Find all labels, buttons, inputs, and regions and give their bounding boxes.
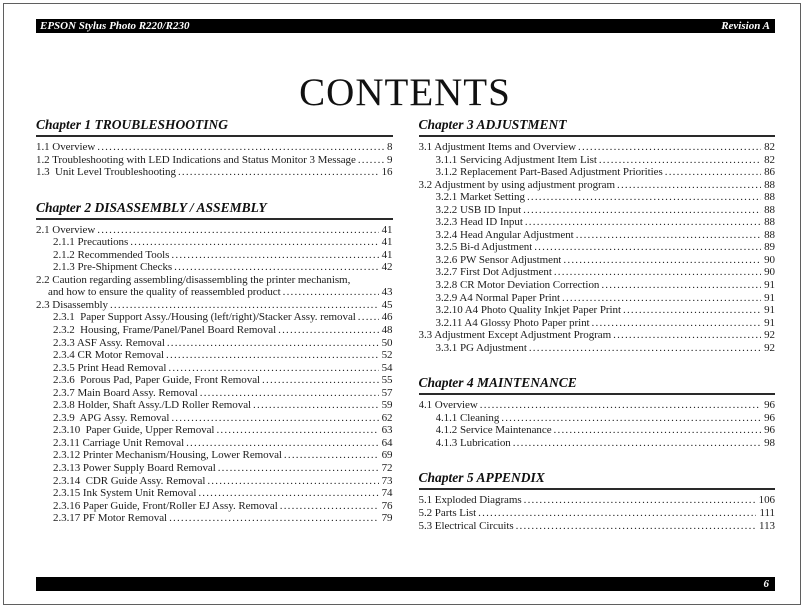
toc-entry <box>36 261 393 274</box>
chapter-title: Chapter 4 MAINTENANCE <box>419 374 776 395</box>
toc-entry-label: 1.2 Troubleshooting with LED Indications and Status Monitor 3 Message <box>36 153 356 166</box>
toc-entry-page: 90 <box>764 253 775 266</box>
toc-entry-page: 82 <box>764 153 775 166</box>
toc-entry <box>36 475 393 488</box>
toc-entry <box>419 304 776 317</box>
toc-entry-label: 2.3.10 Paper Guide, Upper Removal <box>53 424 215 437</box>
toc-entry-label: 2.3.3 ASF Assy. Removal <box>53 336 165 349</box>
toc-entry-label: 1.3 Unit Level Troubleshooting <box>36 166 176 179</box>
toc-entry <box>419 507 776 520</box>
toc-entry-page: 69 <box>381 449 393 462</box>
toc-entry-label: 3.2.3 Head ID Input <box>435 216 523 229</box>
toc-entry-label: and how to ensure the quality of reassembled product <box>48 286 281 299</box>
toc-entry <box>419 216 776 229</box>
dot-leader <box>599 154 761 167</box>
toc-entry-page: 113 <box>759 519 775 532</box>
toc-entry <box>419 437 776 450</box>
dot-leader <box>501 412 761 425</box>
toc-entry-label: 2.3.9 APG Assy. Removal <box>53 411 170 424</box>
dot-leader <box>167 337 379 350</box>
toc-entry-label: 2.3.15 Ink System Unit Removal <box>53 487 197 500</box>
toc-entry-page: 96 <box>764 424 775 437</box>
toc-entry <box>419 154 776 167</box>
toc-entry-label: 2.3.16 Paper Guide, Front/Roller EJ Assy. Removal <box>53 499 278 512</box>
toc-entry <box>419 166 776 179</box>
toc-entry <box>419 317 776 330</box>
dot-leader <box>166 349 379 362</box>
header-revision: Revision A <box>721 20 770 32</box>
toc-entry <box>36 374 393 387</box>
dot-leader <box>110 299 379 312</box>
toc-entry <box>36 286 393 299</box>
toc-entry <box>36 437 393 450</box>
toc-entry-page: 96 <box>764 399 775 412</box>
toc-entry <box>419 204 776 217</box>
toc-entry-page: 86 <box>764 166 775 179</box>
dot-leader <box>284 449 379 462</box>
toc-column <box>419 116 776 552</box>
chapter-title: Chapter 1 TROUBLESHOOTING <box>36 116 393 137</box>
dot-leader <box>613 329 761 342</box>
toc-entry-label: 2.1.2 Recommended Tools <box>53 248 170 261</box>
toc-entry-page: 57 <box>381 386 393 399</box>
dot-leader <box>534 241 761 254</box>
dot-leader <box>563 254 761 267</box>
toc-entry <box>36 141 393 154</box>
toc-entry-label: 3.2.8 CR Motor Deviation Correction <box>435 279 600 292</box>
toc-entry <box>36 224 393 237</box>
toc-entry-page: 72 <box>381 462 393 475</box>
dot-leader <box>262 374 379 387</box>
toc-entry-page: 92 <box>764 341 775 354</box>
toc-entry-page: 92 <box>764 329 775 342</box>
toc-entry <box>419 412 776 425</box>
footer-bar <box>36 577 775 591</box>
toc-entry-label: 2.3.4 CR Motor Removal <box>53 349 165 362</box>
toc-entry-label: 2.3.6 Porous Pad, Paper Guide, Front Removal <box>53 374 261 387</box>
toc-entry <box>419 520 776 533</box>
toc-entry-page: 41 <box>381 223 393 236</box>
toc-chapter <box>419 469 776 532</box>
toc-entry-label: 5.3 Electrical Circuits <box>418 519 514 532</box>
toc-entry-page: 62 <box>381 411 393 424</box>
toc-entry-label: 3.1.1 Servicing Adjustment Item List <box>435 153 597 166</box>
dot-leader <box>478 507 756 520</box>
toc-entry-page: 74 <box>381 487 393 500</box>
toc-columns <box>36 116 775 552</box>
toc-entry-label: 3.3 Adjustment Except Adjustment Program <box>418 329 612 342</box>
toc-entry-page: 41 <box>381 248 393 261</box>
toc-entry <box>419 229 776 242</box>
dot-leader <box>171 412 378 425</box>
toc-entry-page: 9 <box>387 153 393 166</box>
toc-entry-page: 50 <box>381 336 393 349</box>
toc-entry-page: 42 <box>381 261 393 274</box>
toc-entry-page: 111 <box>759 507 775 520</box>
toc-entry-page: 54 <box>381 361 393 374</box>
toc-entry <box>36 487 393 500</box>
toc-entry <box>419 399 776 412</box>
dot-leader <box>358 154 384 167</box>
dot-leader <box>130 236 378 249</box>
toc-entry <box>419 179 776 192</box>
toc-entry <box>36 337 393 350</box>
toc-entry-label: 3.2.7 First Dot Adjustment <box>435 266 552 279</box>
dot-leader <box>578 141 761 154</box>
toc-entry-page: 96 <box>764 411 775 424</box>
toc-entry-label: 3.2 Adjustment by using adjustment program <box>418 178 615 191</box>
toc-entry <box>36 154 393 167</box>
toc-entry-page: 88 <box>764 216 775 229</box>
toc-entry-label: 3.2.10 A4 Photo Quality Inkjet Paper Print <box>435 304 622 317</box>
dot-leader <box>168 362 378 375</box>
toc-entry-label: 3.2.5 Bi-d Adjustment <box>435 241 533 254</box>
toc-entry <box>36 362 393 375</box>
toc-entry-label: 3.1.2 Replacement Part-Based Adjustment Priorities <box>435 166 663 179</box>
dot-leader <box>283 286 379 299</box>
toc-entry <box>36 299 393 312</box>
dot-leader <box>513 437 761 450</box>
toc-entry-page: 46 <box>381 311 393 324</box>
toc-entry-page: 79 <box>381 512 393 525</box>
toc-entry-label: 3.2.6 PW Sensor Adjustment <box>435 253 562 266</box>
toc-entry <box>419 424 776 437</box>
toc-entry <box>36 311 393 324</box>
dot-leader <box>186 437 379 450</box>
dot-leader <box>169 512 379 525</box>
toc-entry-page: 8 <box>387 141 393 153</box>
dot-leader <box>207 475 378 488</box>
toc-entry <box>36 500 393 513</box>
toc-entry <box>36 249 393 262</box>
toc-entry-label: 2.2 Caution regarding assembling/disassembling the printer mechanism, <box>36 273 351 286</box>
toc-entry-label: 2.3.7 Main Board Assy. Removal <box>53 386 198 399</box>
toc-entry <box>36 349 393 362</box>
toc-entry-page: 55 <box>381 374 393 387</box>
toc-entry-page: 91 <box>764 316 775 329</box>
chapter-title: Chapter 3 ADJUSTMENT <box>419 116 776 137</box>
toc-entry <box>36 274 393 287</box>
toc-entry-page: 106 <box>758 494 775 507</box>
dot-leader <box>278 324 378 337</box>
toc-entry-page: 91 <box>764 304 775 317</box>
toc-entry-page: 41 <box>381 236 393 249</box>
toc-entry-page: 43 <box>381 286 393 299</box>
dot-leader <box>623 304 761 317</box>
toc-entry <box>419 279 776 292</box>
toc-entry-label: 2.3.14 CDR Guide Assy. Removal <box>53 474 206 487</box>
dot-leader <box>562 292 761 305</box>
toc-entry <box>419 254 776 267</box>
dot-leader <box>178 166 379 179</box>
toc-entry <box>36 512 393 525</box>
dot-leader <box>524 494 756 507</box>
dot-leader <box>253 399 379 412</box>
toc-entry-page: 88 <box>764 191 775 204</box>
toc-entry <box>419 266 776 279</box>
footer-page-number: 6 <box>763 578 769 590</box>
dot-leader <box>171 249 378 262</box>
toc-entry-label: 2.3.11 Carriage Unit Removal <box>53 436 185 449</box>
dot-leader <box>97 141 384 154</box>
dot-leader <box>523 204 761 217</box>
toc-entry <box>36 324 393 337</box>
toc-entry-label: 4.1.1 Cleaning <box>435 411 500 424</box>
toc-entry <box>36 449 393 462</box>
toc-entry-page: 90 <box>764 266 775 279</box>
dot-leader <box>554 266 761 279</box>
toc-column <box>36 116 393 552</box>
toc-entry-label: 4.1.3 Lubrication <box>435 436 511 449</box>
toc-entry-page: 52 <box>381 349 393 362</box>
header-bar <box>36 19 775 33</box>
toc-entry-label: 2.3.5 Print Head Removal <box>53 361 167 374</box>
toc-entry-page: 16 <box>381 166 393 179</box>
toc-entry-page: 45 <box>381 298 393 311</box>
toc-entry-label: 3.2.11 A4 Glossy Photo Paper print <box>435 316 590 329</box>
toc-entry-label: 3.1 Adjustment Items and Overview <box>418 141 577 153</box>
toc-entry <box>419 141 776 154</box>
toc-entry-label: 1.1 Overview <box>36 141 96 153</box>
toc-entry-page: 59 <box>381 399 393 412</box>
toc-entry-label: 2.1 Overview <box>36 223 96 236</box>
toc-entry-page: 76 <box>381 499 393 512</box>
dot-leader <box>97 224 378 237</box>
toc-entry-label: 3.3.1 PG Adjustment <box>435 341 527 354</box>
toc-entry <box>419 329 776 342</box>
dot-leader <box>200 387 379 400</box>
toc-entry-label: 2.1.1 Precautions <box>53 236 129 249</box>
toc-entry-label: 2.3 Disassembly <box>36 298 108 311</box>
toc-entry-page: 89 <box>764 241 775 254</box>
toc-entry-label: 2.3.17 PF Motor Removal <box>53 512 168 525</box>
dot-leader <box>529 342 761 355</box>
dot-leader <box>554 424 762 437</box>
dot-leader <box>218 462 379 475</box>
dot-leader <box>665 166 761 179</box>
toc-chapter <box>36 116 393 179</box>
toc-entry <box>419 241 776 254</box>
toc-entry <box>36 387 393 400</box>
toc-entry-page: 88 <box>764 178 775 191</box>
dot-leader <box>280 500 379 513</box>
toc-entry-page: 64 <box>381 436 393 449</box>
dot-leader <box>480 399 761 412</box>
toc-entry-page: 91 <box>764 279 775 292</box>
toc-chapter <box>419 374 776 449</box>
dot-leader <box>617 179 761 192</box>
dot-leader <box>601 279 761 292</box>
toc-entry-label: 3.2.1 Market Setting <box>435 191 525 204</box>
toc-entry-label: 2.3.2 Housing, Frame/Panel/Panel Board Removal <box>53 324 277 337</box>
toc-entry-page: 73 <box>381 474 393 487</box>
toc-entry <box>36 166 393 179</box>
chapter-title: Chapter 2 DISASSEMBLY / ASSEMBLY <box>36 199 393 220</box>
toc-entry-label: 2.3.13 Power Supply Board Removal <box>53 462 216 475</box>
toc-entry-label: 2.1.3 Pre-Shipment Checks <box>53 261 173 274</box>
dot-leader <box>525 216 761 229</box>
dot-leader <box>516 520 756 533</box>
toc-entry <box>419 292 776 305</box>
toc-entry-label: 4.1 Overview <box>418 399 478 412</box>
toc-entry-label: 2.3.12 Printer Mechanism/Housing, Lower Removal <box>53 449 282 462</box>
toc-entry-page: 88 <box>764 228 775 241</box>
toc-entry-page: 82 <box>764 141 775 153</box>
toc-entry-label: 5.1 Exploded Diagrams <box>418 494 522 507</box>
toc-entry <box>36 412 393 425</box>
chapter-title: Chapter 5 APPENDIX <box>419 469 776 490</box>
toc-entry <box>419 342 776 355</box>
toc-chapter <box>36 199 393 525</box>
toc-entry <box>36 462 393 475</box>
contents-title: CONTENTS <box>299 71 511 115</box>
toc-entry <box>419 494 776 507</box>
toc-entry <box>36 399 393 412</box>
toc-entry-page: 88 <box>764 203 775 216</box>
toc-entry <box>419 191 776 204</box>
toc-entry-page: 98 <box>764 436 775 449</box>
toc-chapter <box>419 116 776 354</box>
dot-leader <box>174 261 378 274</box>
toc-entry-page: 48 <box>381 324 393 337</box>
toc-entry-label: 3.2.9 A4 Normal Paper Print <box>435 291 561 304</box>
toc-entry-label: 2.3.1 Paper Support Assy./Housing (left/right)/Stacker Assy. removal <box>53 311 356 324</box>
toc-entry <box>36 424 393 437</box>
toc-entry <box>36 236 393 249</box>
dot-leader <box>358 311 379 324</box>
dot-leader <box>198 487 378 500</box>
toc-entry-label: 3.2.2 USB ID Input <box>435 203 522 216</box>
toc-entry-label: 5.2 Parts List <box>418 507 477 520</box>
toc-entry-label: 4.1.2 Service Maintenance <box>435 424 552 437</box>
toc-entry-label: 3.2.4 Head Angular Adjustment <box>435 228 574 241</box>
dot-leader <box>527 191 761 204</box>
toc-entry-label: 2.3.8 Holder, Shaft Assy./LD Roller Removal <box>53 399 252 412</box>
dot-leader <box>216 424 378 437</box>
dot-leader <box>576 229 761 242</box>
dot-leader <box>592 317 762 330</box>
toc-entry-page: 91 <box>764 291 775 304</box>
header-product-title: EPSON Stylus Photo R220/R230 <box>40 20 190 32</box>
toc-entry-page: 63 <box>381 424 393 437</box>
